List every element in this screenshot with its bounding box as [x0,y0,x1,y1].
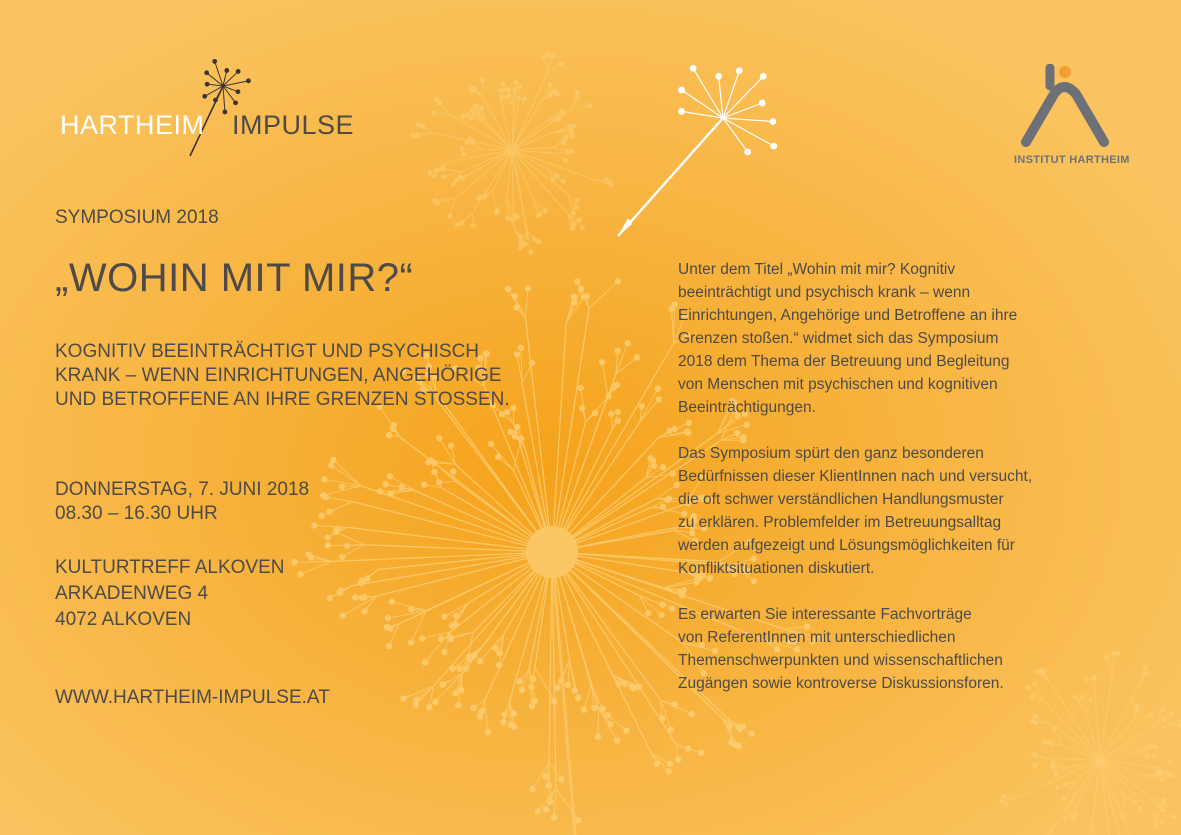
description-line: Das Symposium spürt den ganz besonderen [678,445,984,462]
description-line: zu erklären. Problemfelder im Betreuungsalltag [678,514,1002,531]
subtitle-line: UND BETROFFENE AN IHRE GRENZEN STOSSEN. [55,389,510,410]
description-line: von Menschen mit psychischen und kognitiven [678,376,998,393]
institute-label: INSTITUT HARTHEIM [1014,154,1130,166]
description-line: Konfliktsituationen diskutiert. [678,560,875,577]
institute-logo-icon [1002,64,1132,154]
description-line: die oft schwer verständlichen Handlungsmuster [678,491,1004,508]
description-line: Es erwarten Sie interessante Fachvorträge [678,606,972,623]
description-line: Zugängen sowie kontroverse Diskussionsforen. [678,675,1004,692]
description-line: Beeinträchtigungen. [678,399,816,416]
description-paragraph [678,603,1108,695]
venue-line: KULTURTREFF ALKOVEN [55,557,285,578]
event-title: „WOHIN MIT MIR?“ [55,256,414,300]
description-line: Themenschwerpunkten und wissenschaftlichen [678,652,1003,669]
description-paragraph [678,258,1108,419]
institute-logo [1002,64,1132,174]
small-dandelion-illustration [411,52,614,255]
description-line: Einrichtungen, Angehörige und Betroffene an ihre [678,307,1018,324]
event-subtitle [55,340,575,412]
dandelion-logo-icon [178,56,268,161]
date-line: DONNERSTAG, 7. JUNI 2018 [55,479,310,500]
time-line: 08.30 – 16.30 UHR [55,503,218,524]
dandelion-seed-icon [618,65,777,236]
subtitle-line: KRANK – WENN EINRICHTUNGEN, ANGEHÖRIGE [55,365,502,386]
event-date [55,478,309,526]
description-line: beeinträchtigt und psychisch krank – wenn [678,284,971,301]
description-line: von ReferentInnen mit unterschiedlichen [678,629,956,646]
description-paragraph [678,442,1108,580]
description-line: Unter dem Titel „Wohin mit mir? Kognitiv [678,261,956,278]
description-line: Bedürfnissen dieser KlientInnen nach und versucht, [678,468,1033,485]
brand-name-left: HARTHEIM [60,110,205,140]
venue-line: 4072 ALKOVEN [55,609,192,630]
event-eyebrow: SYMPOSIUM 2018 [55,207,219,228]
event-website: WWW.HARTHEIM-IMPULSE.AT [55,687,330,708]
description-line: Grenzen stoßen.“ widmet sich das Symposium [678,330,999,347]
brand-name-right: IMPULSE [232,110,355,140]
event-venue [55,555,284,633]
event-description [678,258,1108,718]
subtitle-line: KOGNITIV BEEINTRÄCHTIGT UND PSYCHISCH [55,341,480,362]
description-line: werden aufgezeigt und Lösungsmöglichkeiten für [678,537,1015,554]
venue-line: ARKADENWEG 4 [55,583,209,604]
description-line: 2018 dem Thema der Betreuung und Begleitung [678,353,1010,370]
hartheim-impulse-logo [60,56,360,166]
